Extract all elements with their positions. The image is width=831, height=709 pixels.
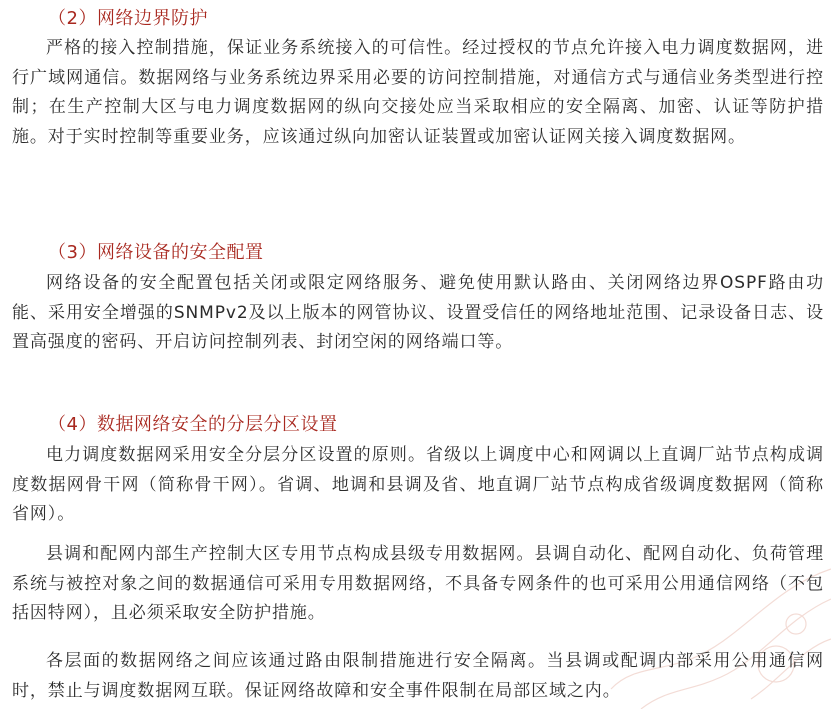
section-heading-device-security: （3）网络设备的安全配置 <box>48 242 264 263</box>
paragraph-layered-zoning-2: 县调和配网内部生产控制大区专用节点构成县级专用数据网。县调自动化、配网自动化、负荷管理系统与被控对象之间的数据通信可采用专用数据网络，不具备专网条件的也可采用公用通信网络（不包括因特网），且必须采取安全防护措施。 <box>12 544 824 623</box>
section-heading-layered-zoning: （4）数据网络安全的分层分区设置 <box>48 414 338 435</box>
paragraph-layered-zoning-3: 各层面的数据网络之间应该通过路由限制措施进行安全隔离。当县调或配调内部采用公用通信网时，禁止与调度数据网互联。保证网络故障和安全事件限制在局部区域之内。 <box>12 651 824 701</box>
paragraph-network-boundary: 严格的接入控制措施，保证业务系统接入的可信性。经过授权的节点允许接入电力调度数据网，进行广域网通信。数据网络与业务系统边界采用必要的访问控制措施，对通信方式与通信业务类型进行控制；在生产控制大区与电力调度数据网的纵向交接处应当采取相应的安全隔离、加密、认证等防护措施。对于实时控制等重要业务，应该通过纵向加密认证装置或加密认证网关接入调度数据网。 <box>12 38 824 147</box>
section-heading-network-boundary: （2）网络边界防护 <box>48 8 208 29</box>
paragraph-layered-zoning-1: 电力调度数据网采用安全分层分区设置的原则。省级以上调度中心和网调以上直调厂站节点构成调度数据网骨干网（简称骨干网）。省调、地调和县调及省、地直调厂站节点构成省级调度数据网（简称省网）。 <box>12 445 824 524</box>
paragraph-device-security: 网络设备的安全配置包括关闭或限定网络服务、避免使用默认路由、关闭网络边界OSPF路由功能、采用安全增强的SNMPv2及以上版本的网管协议、设置受信任的网络地址范围、记录设备日志、设置高强度的密码、开启访问控制列表、封闭空闲的网络端口等。 <box>12 273 824 352</box>
